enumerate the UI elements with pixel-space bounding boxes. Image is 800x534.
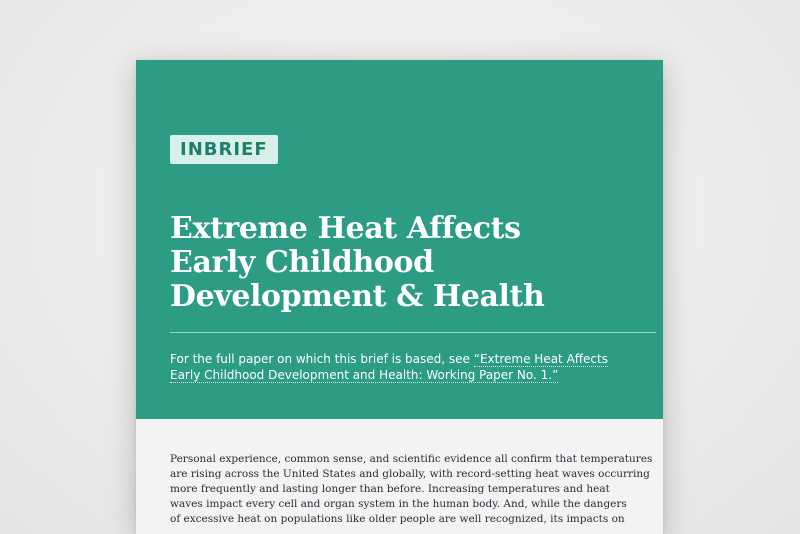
paragraph-line: waves impact every cell and organ system in the human body. And, while the dangers: [170, 498, 627, 510]
body-paragraph: [170, 452, 653, 527]
link-line-2[interactable]: Early Childhood Development and Health: Working Paper No. 1.”: [170, 368, 559, 382]
full-paper-note: [170, 351, 630, 383]
link-line-1[interactable]: “Extreme Heat Affects: [473, 352, 608, 366]
paragraph-line: Personal experience, common sense, and scientific evidence all confirm that temperatures: [170, 453, 653, 465]
divider: [170, 332, 656, 333]
paragraph-line: of excessive heat on populations like older people are well recognized, its impacts on: [170, 513, 625, 525]
paragraph-line: more frequently and lasting longer than before. Increasing temperatures and heat: [170, 483, 610, 495]
inbrief-badge: INBRIEF: [170, 135, 278, 164]
note-prefix: For the full paper on which this brief is based, see: [170, 352, 474, 366]
paragraph-line: are rising across the United States and globally, with record-setting heat waves occurring: [170, 468, 650, 480]
title-line: Extreme Heat Affects: [170, 211, 521, 246]
title-line: Development & Health: [170, 279, 545, 314]
brief-title: [170, 212, 630, 314]
title-line: Early Childhood: [170, 245, 434, 280]
brief-document: [136, 60, 663, 534]
cover-section: [136, 60, 663, 419]
